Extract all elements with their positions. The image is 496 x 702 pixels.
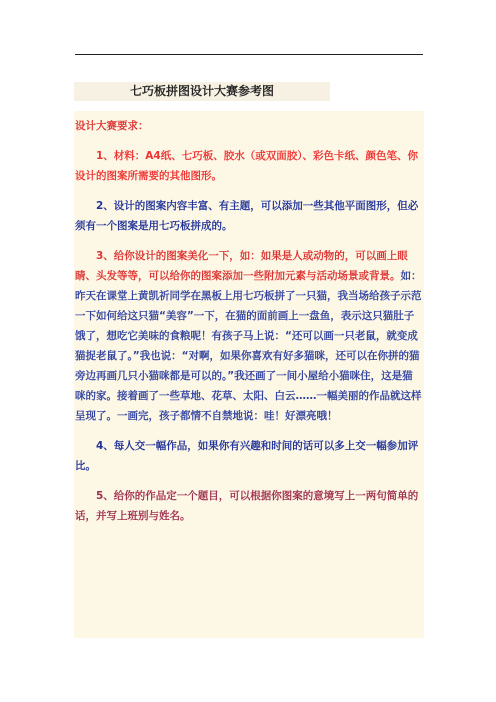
requirement-item-3-part1: 3、给你设计的图案美化一下，如：如果是人或动物的，可以画上眼睛、头发等等，可以给你的图案添加一些附加元素与活动场景或背景。	[75, 250, 408, 282]
requirement-item-3-part2: 如：昨天在课堂上黄凯祈同学在黑板上用七巧板拼了一只猫，我当场给孩子示范一下如何给这只猫“美容”一下，在猫的面前画上一盘鱼，表示这只猫肚子饿了，想吃它美味的食粮呢！有孩子马上说：“还可以画一只老鼠，就变成猫捉老鼠了。”我也说：“对啊，如果你喜欢有好多猫咪，还可以在你拼的猫旁边再画几只小猫咪都是可以的。”我还画了一间小屋给小猫咪住，这是猫咪的家。接着画了一些草地、花草、太阳、白云……一幅美丽的作品就这样呈现了。一画完，孩子都情不自禁地说：哇！好漂亮哦！	[75, 270, 422, 422]
content-body	[75, 116, 423, 536]
requirement-item-5-text: 5、给你的作品定一个题目，可以根据你图案的意境写上一两句简单的话，并写上班别与姓名。	[75, 490, 419, 522]
top-divider	[75, 54, 423, 55]
requirement-item-3	[75, 246, 423, 426]
document-title: 七巧板拼图设计大赛参考图	[129, 84, 274, 98]
requirement-item-2: 2、设计的图案内容丰富、有主题，可以添加一些其他平面图形，但必须有一个图案是用七巧板拼成的。	[75, 200, 419, 232]
requirement-item-1: 1、材料：A4纸、七巧板、胶水（或双面胶）、彩色卡纸、颜色笔、你设计的图案所需要的其他图形。	[75, 150, 418, 182]
requirement-item-5	[75, 486, 423, 526]
requirements-heading: 设计大赛要求：	[75, 120, 149, 132]
requirement-item-4: 4、每人交一幅作品，如果你有兴趣和时间的话可以多上交一幅参加评比。	[75, 440, 419, 472]
